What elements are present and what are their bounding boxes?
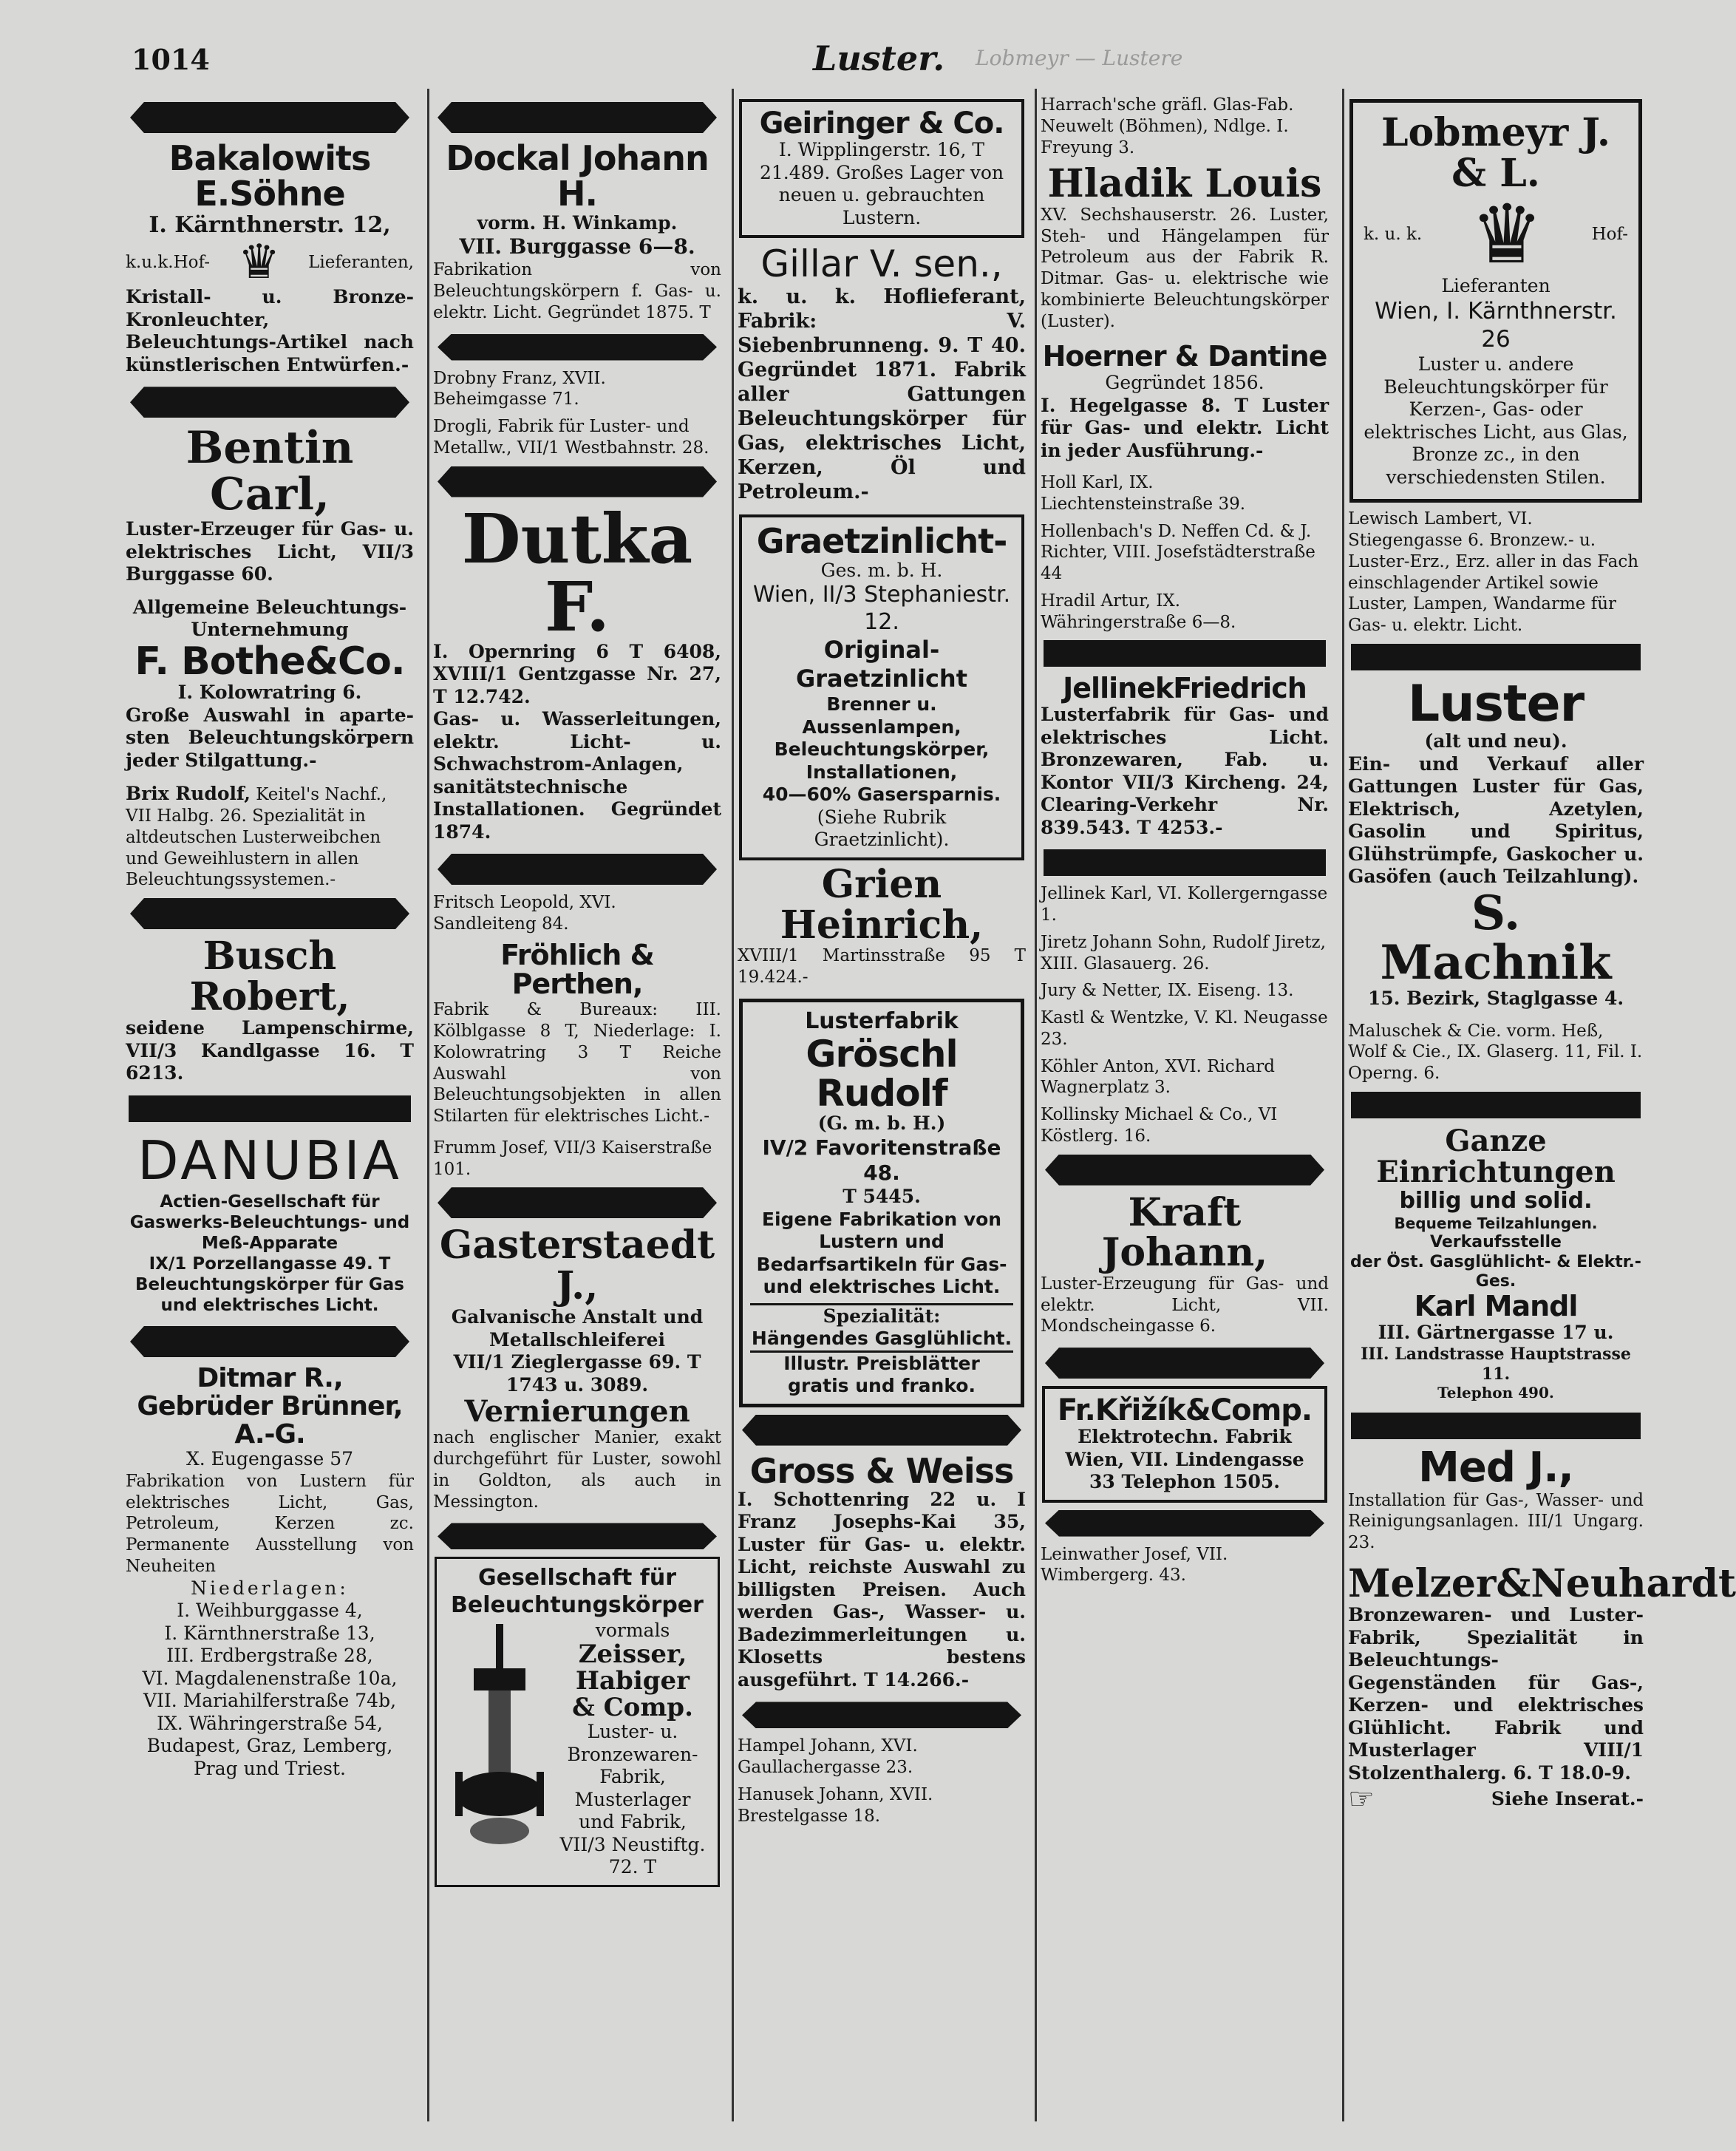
listing: Kollinsky Michael & Co., VI Köstlerg. 16. [1041, 1105, 1278, 1146]
ad-lobmeyr [1349, 99, 1642, 503]
listing: Hanusek Johann, XVII. Brestelgasse 18. [738, 1784, 933, 1826]
address: Wien, II/3 Stephaniestr. 12. [752, 582, 1011, 635]
label: Lieferanten [1441, 275, 1551, 297]
column-rule [732, 89, 734, 2121]
address: Wien, I. Kärnthnerstr. 26 [1375, 297, 1617, 353]
ad-groeschl [739, 999, 1024, 1407]
listing: Jiretz Johann Sohn, Rudolf Jiretz, XIII. Glasauerg. 26. [1041, 932, 1326, 973]
listing: Maluschek & Cie. vorm. Heß, Wolf & Cie., IX. Glaserg. 11, Fil. I. Operng. 6. [1348, 1021, 1643, 1084]
ad-banner [438, 1187, 717, 1218]
firm-name: Dutka F. [461, 498, 693, 647]
listing: Leinwather Josef, VII. Wimbergerg. 43. [1041, 1544, 1228, 1586]
description: Brenner u. Aussenlampen, Beleuchtungskörper, Installationen, [774, 693, 990, 783]
listing: Holl Karl, IX. Liechtensteinstraße 39. [1041, 473, 1246, 514]
list-item: III. Erdbergstraße 28, [166, 1645, 373, 1667]
listing: Jury & Netter, IX. Eiseng. 13. [1041, 981, 1294, 1001]
label: Lieferanten, [308, 253, 414, 273]
firm-name: Fr.Křižík&Comp. [1057, 1393, 1313, 1428]
description: Eigene Fabrikation von Lustern und Bedarfsartikeln für Gas- und elektrisches Licht. [756, 1208, 1007, 1298]
description: Hängendes Gasglühlicht. [751, 1328, 1012, 1350]
description: Lusterfabrik für Gas- und elektrisches Licht. Bronzewaren, Fab. u. Kontor VII/3 Kircheng. 24, Clearing-Verkehr Nr. 839.543. T 4253.- [1041, 704, 1329, 838]
description: Kristall- u. Bronze-Kronleuchter, Beleuchtungs-Artikel nach künstlerischen Entwürfen.- [126, 286, 414, 376]
firm-name: Hoerner & Dantine [1042, 340, 1327, 373]
description: Gas- u. Wasserleitungen, elektr. Licht- u. Schwachstrom-Anlagen, sanitätstechnische Installationen. Gegründet 1874. [433, 708, 721, 843]
description: Elektrotechn. Fabrik Wien, VII. Lindengasse 33 Telephon 1505. [1065, 1426, 1304, 1493]
address: I. Kolowratring 6. [177, 682, 362, 704]
description: Fabrikation von Beleuchtungskörpern f. Gas- u. elektr. Licht. Gegründet 1875. T [433, 260, 721, 322]
ad-hoerner [1041, 342, 1329, 462]
subtitle: (alt und neu). [1424, 730, 1567, 752]
ad-luster [1348, 674, 1644, 1010]
ad-bakalowits [126, 140, 414, 376]
ad-gasterstaedt [433, 1223, 721, 1512]
description: Fabrik & Bureaux: III. Kölblgasse 8 T, Niederlage: I. Kolowratring 3 T Reiche Auswahl von Beleuchtungsobjekten in allen Stilarten für elektrisches Licht.- [433, 1000, 721, 1127]
label: k. u. k. [1364, 225, 1423, 245]
firm-name: Melzer&Neuhardt [1348, 1560, 1736, 1606]
listing: Hampel Johann, XVI. Gaullachergasse 23. [738, 1736, 918, 1778]
listing: Fritsch Leopold, XVI. Sandleiteng 84. [433, 893, 616, 934]
listing: Lewisch Lambert, VI. Stiegengasse 6. Bronzew.- u. Luster-Erz., Erz. aller in das Fach einschlagender Artikel sowie Luster, Lampen, Wandarme für Gas- u. elektr. Licht. [1348, 509, 1639, 636]
firm-name: DANUBIA [137, 1129, 402, 1192]
description: Budapest, Graz, Lemberg, Prag und Triest. [146, 1735, 393, 1779]
description: Installation für Gas-, Wasser- und Reinigungsanlagen. III/1 Ungarg. 23. [1348, 1490, 1644, 1553]
ad-busch [126, 934, 414, 1085]
listing: Harrach'sche gräfl. Glas-Fab. Neuwelt (Böhmen), Ndlge. I. Freyung 3. [1041, 95, 1294, 157]
firm-name: Grien Heinrich, [780, 861, 984, 948]
ad-banner [438, 102, 717, 133]
heading: Lusterfabrik [805, 1007, 959, 1034]
address: I. Kärnthnerstr. 12, [149, 211, 391, 238]
description: Luster- u. Bronzewaren-Fabrik, Musterlager und Fabrik, VII/3 Neustiftg. 72. T [559, 1721, 706, 1878]
address: X. Eugengasse 57 [185, 1448, 354, 1470]
firm-name: Fröhlich & Perthen, [500, 938, 654, 1001]
ad-banner [130, 898, 409, 929]
double-eagle-icon: ♛ [1470, 187, 1544, 282]
ad-banner [438, 1523, 717, 1549]
phone: T 5445. [843, 1186, 921, 1208]
firm-name: Gesellschaft für Beleuchtungskörper [451, 1565, 704, 1619]
firm-name: Bakalowits E.Söhne [169, 138, 371, 214]
column-4 [1041, 95, 1329, 1592]
firm-name: Habiger [575, 1665, 690, 1696]
ad-banner [742, 1702, 1021, 1728]
firm-name: Kraft Johann, [1101, 1189, 1268, 1276]
description: Große Auswahl in apartesten Beleuchtungskörpern jeder Stilgattung.- [126, 704, 414, 771]
ad-banner [130, 1326, 409, 1357]
firm-name: Zeisser, [578, 1639, 687, 1670]
address: IX/1 Porzellangasse 49. T [149, 1254, 391, 1274]
description: Actien-Gesellschaft für Gaswerks-Beleuchtungs- und Meß-Apparate [129, 1192, 410, 1253]
firm-name: Hladik Louis [1047, 161, 1322, 207]
list-item: I. Weihburggasse 4, [177, 1600, 363, 1622]
ad-banner [130, 102, 409, 133]
ad-med [1348, 1443, 1644, 1554]
firm-name: Gillar V. sen., [760, 242, 1003, 285]
heading: Vernierungen [464, 1394, 690, 1430]
ad-graetzinlicht [739, 514, 1024, 860]
listing: Kastl & Wentzke, V. Kl. Neugasse 23. [1041, 1008, 1328, 1049]
chandelier-icon [444, 1624, 555, 1846]
column-rule [427, 89, 429, 2121]
ad-bentin [126, 422, 414, 586]
description: Ein- und Verkauf aller Gattungen Luster für Gas, Elektrisch, Azetylen, Gasolin und Spiritus, Glühstrümpfe, Gaskocher u. Gasöfen (auch Teilzahlung). [1348, 752, 1644, 888]
label: Hof- [1591, 225, 1628, 245]
ad-jellinek [1041, 674, 1329, 839]
ad-bothe [126, 597, 414, 772]
heading: Spezialität: [750, 1303, 1013, 1328]
list-item: VII. Mariahilferstraße 74b, [143, 1690, 397, 1712]
ad-danubia [126, 1129, 414, 1316]
description: Illustr. Preisblätter gratis und franko. [750, 1350, 1013, 1398]
ad-dutka [433, 498, 721, 844]
listing: Drogli, Fabrik für Luster- und Metallw., VII/1 Westbahnstr. 28. [433, 417, 709, 458]
firm-name: Gröschl Rudolf [806, 1033, 958, 1115]
column-rule [1342, 89, 1344, 2121]
firm-name: Med J., [1418, 1443, 1573, 1492]
ad-gross-weiss [738, 1450, 1026, 1692]
ad-grien [738, 861, 1026, 988]
firm-name: Gasterstaedt J., [439, 1223, 715, 1308]
list-item: IX. Währingerstraße 54, [157, 1712, 383, 1734]
description: Fabrikation von Lustern für elektrisches Licht, Gas, Petroleum, Kerzen zc. Permanente Ausstellung von Neuheiten [126, 1471, 414, 1576]
firm-name: Luster [1407, 674, 1584, 733]
description: I. Wipplingerstr. 16, T 21.489. Großes Lager von neuen u. gebrauchten Lustern. [759, 139, 1004, 228]
firm-name: F. Bothe&Co. [135, 639, 405, 684]
ad-krizik [1042, 1386, 1327, 1503]
ad-bar [1351, 644, 1641, 670]
listing: Frumm Josef, VII/3 Kaiserstraße 101. [433, 1138, 712, 1179]
label: k.u.k.Hof- [126, 253, 210, 273]
ad-banner [438, 334, 717, 361]
list-item: VI. Magdalenenstraße 10a, [142, 1667, 398, 1689]
double-eagle-icon: ♛ [237, 235, 281, 290]
bleed-through-header: Lobmeyr — Lustere [976, 46, 1183, 70]
ad-dockal [433, 140, 721, 324]
ad-ganze-einrichtungen [1348, 1123, 1644, 1402]
listing: Hollenbach's D. Neffen Cd. & J. Richter, VIII. Josefstädterstraße 44 [1041, 521, 1315, 584]
heading: Niederlagen: [191, 1577, 349, 1599]
page-title: Luster. [813, 38, 945, 78]
ad-gillar [738, 242, 1026, 504]
firm-name: & Comp. [572, 1692, 693, 1722]
description: Bronzewaren- und Luster-Fabrik, Spezialität in Beleuchtungs-Gegenständen für Gas-, Kerzen- und elektrisches Glühlicht. Fabrik und Musterlager VIII/1 Stolzenthalerg. 6. T 18.0-9. [1348, 1604, 1644, 1784]
ad-melzer [1348, 1560, 1736, 1817]
listing: Jellinek Karl, VI. Kollergerngasse 1. [1041, 884, 1328, 925]
description: I. Hegelgasse 8. T Luster für Gas- und elektr. Licht in jeder Ausführung.- [1041, 394, 1329, 461]
ad-bar [1351, 1092, 1641, 1118]
ad-banner [438, 466, 717, 497]
page-number: 1014 [132, 43, 210, 76]
heading: Original-Graetzinlicht [796, 636, 967, 693]
pointing-hand-icon: ☞ [1348, 1782, 1375, 1817]
subtitle: (G. m. b. H.) [817, 1112, 946, 1135]
address: III. Gärtnergasse 17 u. [1378, 1322, 1614, 1344]
description: nach englischer Manier, exakt durchgeführt für Luster, sowohl in Goldton, als auch in Messington. [433, 1428, 721, 1512]
ad-gesellschaft-beleuchtung [435, 1557, 720, 1886]
description: Luster u. andere Beleuchtungskörper für Kerzen-, Gas- oder elektrisches Licht, aus Glas, Bronze zc., in den verschiedensten Stilen. [1364, 353, 1628, 488]
ad-banner [438, 854, 717, 885]
ad-hladik [1041, 161, 1329, 332]
description: Galvanische Anstalt und Metallschleiferei [451, 1306, 704, 1350]
firm-name: Lobmeyr J. & L. [1381, 110, 1611, 196]
firm-name: Gross & Weiss [749, 1450, 1014, 1491]
ad-kraft [1041, 1189, 1329, 1337]
ad-bar [1351, 1413, 1641, 1439]
address: I. Opernring 6 T 6408, XVIII/1 Gentzgasse Nr. 27, T 12.742. [433, 640, 721, 707]
description: der Öst. Gasglühlicht- & Elektr.-Ges. [1350, 1252, 1641, 1291]
column-5 [1348, 95, 1736, 1824]
description: Beleuchtungskörper für Gas und elektrisches Licht. [135, 1274, 404, 1315]
note: Siehe Inserat.- [1491, 1788, 1644, 1810]
address: IV/2 Favoritenstraße 48. [762, 1135, 1001, 1185]
firm-name: Geiringer & Co. [759, 106, 1004, 140]
subtitle: vorm. H. Winkamp. [477, 211, 678, 234]
column-2 [433, 95, 721, 1892]
address: VII/1 Zieglergasse 69. T 1743 u. 3089. [453, 1351, 701, 1396]
description: I. Schottenring 22 u. I Franz Josephs-Kai 35, Luster für Gas- u. elektr. Licht, reichste Auswahl zu billigsten Preisen. Auch werden Gas-, Wasser- u. Badezimmerleitungen u. Klosetts bestens ausgeführt. T 14.266.- [738, 1488, 1026, 1690]
subtitle: Gegründet 1856. [1105, 372, 1264, 394]
description: k. u. k. Hoflieferant, Fabrik: V. Siebenbrunneng. 9. T 40. Gegründet 1871. Fabrik aller Gattungen Beleuchtungskörper für Gas, elektrisches Licht, Kerzen, Öl und Petroleum.- [738, 285, 1026, 503]
firm-name: JellinekFriedrich [1063, 672, 1307, 705]
listing: Drobny Franz, XVII. Beheimgasse 71. [433, 368, 606, 410]
listing-brix: Brix Rudolf, Keitel's Nachf., VII Halbg. 26. Spezialität in altdeutschen Lusterweibchen und Geweihlustern in allen Beleuchtungssystemen.- [126, 783, 387, 890]
ad-banner [1045, 1510, 1324, 1537]
heading: Allgemeine Beleuchtungs-Unternehmung [132, 596, 407, 641]
ad-banner [1045, 1348, 1324, 1379]
ad-froehlich [433, 938, 721, 1127]
column-3 [738, 95, 1026, 1832]
firm-name: Ganze Einrichtungen [1376, 1123, 1616, 1189]
description: Bequeme Teilzahlungen. [1394, 1214, 1598, 1233]
firm-name: Bentin Carl, [185, 422, 354, 521]
listing: Köhler Anton, XVI. Richard Wagnerplatz 3. [1041, 1056, 1275, 1098]
column-rule [1035, 89, 1037, 2121]
description: XV. Sechshauserstr. 26. Luster, Steh- und Hängelampen für Petroleum aus der Fabrik R. Ditmar. Gas- u. elektrische wie kombinierte Beleuchtungskörper (Luster). [1041, 205, 1329, 331]
ad-geiringer [739, 99, 1024, 238]
firm-name: Ditmar R., Gebrüder Brünner, A.-G. [137, 1363, 403, 1450]
description: XVIII/1 Martinsstraße 95 T 19.424.- [738, 946, 1026, 987]
column-1 [126, 95, 414, 1790]
list-item: I. Kärnthnerstraße 13, [164, 1622, 375, 1644]
heading: Verkaufsstelle [1430, 1232, 1562, 1251]
firm-name: Dockal Johann H. [446, 138, 709, 214]
address: 15. Bezirk, Staglgasse 4. [1367, 988, 1624, 1010]
note: (Siehe Rubrik Graetzinlicht). [814, 806, 950, 851]
ad-bar [129, 1095, 411, 1122]
ad-banner [1045, 1155, 1324, 1186]
ad-bar [1044, 849, 1326, 876]
ad-banner [742, 1415, 1021, 1446]
address: III. Landstrasse Hauptstrasse 11. [1361, 1344, 1631, 1384]
ad-ditmar [126, 1365, 414, 1780]
firm-name: Busch Robert, [189, 934, 350, 1019]
ad-banner [130, 387, 409, 418]
firm-name: Karl Mandl [1414, 1290, 1578, 1323]
phone: Telephon 490. [1437, 1384, 1554, 1402]
firm-name: Graetzinlicht- [756, 521, 1007, 562]
description: Luster-Erzeugung für Gas- und elektr. Licht, VII. Mondscheingasse 6. [1041, 1274, 1329, 1336]
address: VII. Burggasse 6—8. [459, 234, 695, 259]
subtitle: Ges. m. b. H. [820, 559, 943, 581]
ad-bar [1044, 640, 1326, 667]
label: vormals [595, 1619, 670, 1641]
subtitle: billig und solid. [1399, 1187, 1593, 1214]
listing: Hradil Artur, IX. Währingerstraße 6—8. [1041, 591, 1236, 632]
description: seidene Lampenschirme, VII/3 Kandlgasse 16. T 6213. [126, 1017, 414, 1084]
firm-name: S. Machnik [1380, 885, 1612, 990]
description: Luster-Erzeuger für Gas- u. elektrisches Licht, VII/3 Burggasse 60. [126, 518, 414, 585]
description: 40—60% Gasersparnis. [762, 784, 1001, 806]
